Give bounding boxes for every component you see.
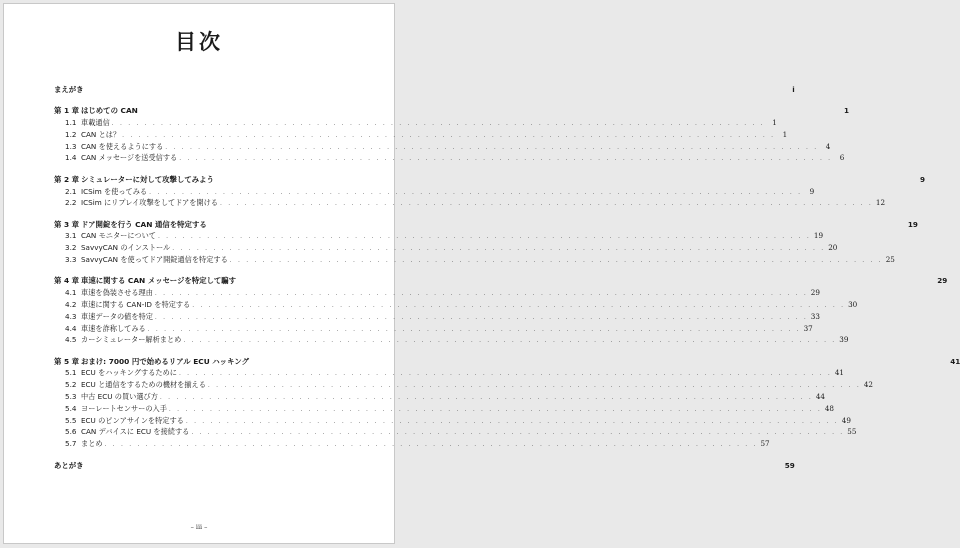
page-number-footer: – iii – bbox=[190, 523, 208, 531]
toc-page-number: 30 bbox=[848, 299, 858, 309]
toc-page-number: 9 bbox=[920, 174, 926, 184]
toc-entry-title: 車速を詐称してみる bbox=[81, 323, 146, 333]
toc-dot-leader: . . . . . . . . . . . . . . . . . . . . . . . . . . . . . . . . . . . . . . . . . . . . . . . . . . . . . . . . . . . . . . . . . . . . . . . . . . . . . . . . bbox=[147, 325, 801, 333]
toc-page-number: 57 bbox=[760, 439, 770, 449]
toc-entry-number: 第 4 章 bbox=[54, 276, 80, 286]
toc-entry-number: 3.2 bbox=[65, 243, 77, 253]
toc-section-entry[interactable] bbox=[54, 426, 857, 438]
toc-dot-leader: . . . . . . . . . . . . . . . . . . . . . . . . . . . . . . . . . . . . . . . . . . . . . . . . . . . . . . . . . . . . . . . . . . . . . . . . . . . . . . . . bbox=[122, 131, 776, 139]
toc-entry-title: 車速に関する CAN メッセージを特定して騙す bbox=[81, 276, 237, 286]
toc-page-number: 6 bbox=[839, 153, 845, 163]
toc-spacer bbox=[54, 450, 366, 460]
toc-section-entry[interactable] bbox=[54, 254, 895, 266]
toc-dot-leader: . . . . . . . . . . . . . . . . . . . . . . . . . . . . . . . . . . . . . . . . . . . . . . . . . . . . . . . . . . . . . . . . . . . . . . . . . . . . . . . . bbox=[229, 257, 883, 265]
toc-entry-number: 4.1 bbox=[65, 288, 77, 298]
toc-spacer bbox=[54, 266, 366, 276]
toc-entry-number: 第 5 章 bbox=[54, 356, 80, 366]
toc-page-number: 44 bbox=[815, 392, 825, 402]
toc-entry-title: ICSim を使ってみる bbox=[81, 186, 148, 196]
toc-page-number: 29 bbox=[810, 288, 820, 298]
toc-entry-title: ICSim にリプレイ攻撃をしてドアを開ける bbox=[81, 198, 218, 208]
toc-entry-number: 第 2 章 bbox=[54, 174, 80, 184]
toc-entry-title: まとめ bbox=[81, 439, 103, 449]
toc-entry-title: ECU をハッキングするために bbox=[81, 368, 177, 378]
toc-page-number: 49 bbox=[841, 415, 851, 425]
toc-section-entry[interactable] bbox=[54, 415, 851, 427]
toc-entry-number: 5.1 bbox=[65, 368, 77, 378]
toc-dot-leader: . . . . . . . . . . . . . . . . . . . . . . . . . . . . . . . . . . . . . . . . . . . . . . . . . . . . . . . . . . . . . . . . . . . . . . . . . . . . . . . . bbox=[191, 429, 845, 437]
toc-entry-number: 4.4 bbox=[65, 323, 77, 333]
toc-section-entry[interactable] bbox=[54, 197, 886, 209]
toc-entry-number: 5.5 bbox=[65, 415, 77, 425]
toc-section-entry[interactable] bbox=[54, 391, 825, 403]
toc-entry-title: SavvyCAN を使ってドア開錠通信を特定する bbox=[81, 255, 228, 265]
toc-dot-leader: . . . . . . . . . . . . . . . . . . . . . . . . . . . . . . . . . . . . . . . . . . . . . . . . . . . . . . . . . . . . . . . . . . . . . . . . . . . . . . . . bbox=[185, 417, 839, 425]
toc-section-entry[interactable] bbox=[54, 141, 831, 153]
toc-page-number: 33 bbox=[810, 311, 820, 321]
toc-entry-title: 車速に関する CAN-ID を特定する bbox=[81, 299, 191, 309]
toc-dot-leader: . . . . . . . . . . . . . . . . . . . . . . . . . . . . . . . . . . . . . . . . . . . . . . . . . . . . . . . . . . . . . . . . . . . . . . . . . . . . . . . . bbox=[168, 405, 822, 413]
toc-dot-leader: . . . . . . . . . . . . . . . . . . . . . . . . . . . . . . . . . . . . . . . . . . . . . . . . . . . . . . . . . . . . . . . . . . . . . . . . . . . . . . . . bbox=[207, 382, 861, 390]
toc-section-entry[interactable] bbox=[54, 311, 820, 323]
toc-page-number: 41 bbox=[950, 356, 960, 366]
toc-page-number: 9 bbox=[809, 186, 815, 196]
toc-dot-leader: . . . . . . . . . . . . . . . . . . . . . . . . . . . . . . . . . . . . . . . . . . . . . . . . . . . . . . . . . . . . . . . . . . . . . . . . . . . . . . . . bbox=[179, 155, 833, 163]
toc-entry-number: 1.3 bbox=[65, 141, 77, 151]
toc-entry-number: 1.4 bbox=[65, 153, 77, 163]
toc-page-number: 20 bbox=[828, 243, 838, 253]
toc-page-number: 39 bbox=[839, 335, 849, 345]
toc-entry-title: シミュレーターに対して攻撃してみよう bbox=[81, 174, 214, 184]
toc-chapter-entry[interactable] bbox=[54, 275, 948, 287]
toc-page-number: i bbox=[792, 85, 795, 94]
toc-dot-leader: . . . . . . . . . . . . . . . . . . . . . . . . . . . . . . . . . . . . . . . . . . . . . . . . . . . . . . . . . . . . . . . . . . . . . . . . . . . . . . . . bbox=[149, 188, 803, 196]
toc-entry-number: 1.1 bbox=[65, 118, 77, 128]
toc-entry-number: 2.1 bbox=[65, 186, 77, 196]
toc-section-entry[interactable] bbox=[54, 152, 845, 164]
toc-chapter-entry[interactable] bbox=[54, 219, 918, 231]
toc-chapter-entry[interactable] bbox=[54, 356, 960, 368]
toc-page-number: 1 bbox=[844, 106, 850, 116]
toc-entry-number: 4.2 bbox=[65, 299, 77, 309]
toc-entry-title: ヨーレートセンサーの入手 bbox=[81, 403, 167, 413]
toc-page-number: 55 bbox=[847, 427, 857, 437]
toc-entry-title: CAN メッセージを送受信する bbox=[81, 153, 178, 163]
toc-entry-number: 第 3 章 bbox=[54, 219, 80, 229]
toc-entry-number: 2.2 bbox=[65, 198, 77, 208]
toc-entry-number: 5.4 bbox=[65, 403, 77, 413]
toc-dot-leader: . . . . . . . . . . . . . . . . . . . . . . . . . . . . . . . . . . . . . . . . . . . . . . . . . . . . . . . . . . . . . . . . . . . . . . . . . . . . . . . . bbox=[183, 337, 837, 345]
toc-entry-number: 4.3 bbox=[65, 311, 77, 321]
toc-entry-number: 1.2 bbox=[65, 129, 77, 139]
toc-entry-title: ドア開錠を行う CAN 通信を特定する bbox=[81, 219, 207, 229]
toc-chapter-entry[interactable] bbox=[54, 84, 795, 96]
toc-section-entry[interactable] bbox=[54, 379, 873, 391]
toc-dot-leader: . . . . . . . . . . . . . . . . . . . . . . . . . . . . . . . . . . . . . . . . . . . . . . . . . . . . . . . . . . . . . . . . . . . . . . . . . . . . . . . . bbox=[159, 394, 813, 402]
toc-entry-number: 3.1 bbox=[65, 231, 77, 241]
toc-spacer bbox=[54, 96, 366, 106]
toc-dot-leader: . . . . . . . . . . . . . . . . . . . . . . . . . . . . . . . . . . . . . . . . . . . . . . . . . . . . . . . . . . . . . . . . . . . . . . . . . . . . . . . . bbox=[157, 233, 812, 241]
toc-spacer bbox=[54, 164, 366, 174]
toc-dot-leader: . . . . . . . . . . . . . . . . . . . . . . . . . . . . . . . . . . . . . . . . . . . . . . . . . . . . . . . . . . . . . . . . . . . . . . . . . . . . . . . . bbox=[192, 301, 846, 309]
toc-entry-title: 車載通信 bbox=[81, 118, 110, 128]
toc-page-number: 29 bbox=[937, 276, 948, 286]
toc-spacer bbox=[54, 209, 366, 219]
toc-entry-number: 第 1 章 bbox=[54, 106, 80, 116]
toc-entry-title: ECU のピンアサインを特定する bbox=[81, 415, 184, 425]
toc-entry-number: 5.3 bbox=[65, 392, 77, 402]
toc-entry-title: 車速データの値を特定 bbox=[81, 311, 153, 321]
toc-section-entry[interactable] bbox=[54, 403, 834, 415]
toc-chapter-entry[interactable] bbox=[54, 460, 795, 472]
document-page bbox=[3, 3, 960, 544]
toc-dot-leader: . . . . . . . . . . . . . . . . . . . . . . . . . . . . . . . . . . . . . . . . . . . . . . . . . . . . . . . . . . . . . . . . . . . . . . . . . . . . . . . . bbox=[165, 143, 819, 151]
toc-section-entry[interactable] bbox=[54, 323, 813, 335]
toc-page-number: 19 bbox=[907, 219, 918, 229]
toc-entry-number: 3.3 bbox=[65, 255, 77, 265]
toc-entry-title: SavvyCAN のインストール bbox=[81, 243, 171, 253]
toc-chapter-entry[interactable] bbox=[54, 174, 926, 186]
toc-entry-number: 5.7 bbox=[65, 439, 77, 449]
toc-page-number: 41 bbox=[834, 368, 845, 378]
toc-entry-title: CAN デバイスに ECU を接続する bbox=[81, 427, 190, 437]
page-title: 目次 bbox=[175, 30, 223, 54]
toc-section-entry[interactable] bbox=[54, 242, 838, 254]
toc-entry-title: カーシミュレーター解析まとめ bbox=[81, 335, 182, 345]
toc-entry-number: 4.5 bbox=[65, 335, 77, 345]
toc-dot-leader: . . . . . . . . . . . . . . . . . . . . . . . . . . . . . . . . . . . . . . . . . . . . . . . . . . . . . . . . . . . . . . . . . . . . . . . . . . . . . . . . bbox=[104, 441, 758, 449]
toc-page-number: 25 bbox=[885, 255, 895, 265]
toc-spacer bbox=[54, 346, 366, 356]
toc-dot-leader: . . . . . . . . . . . . . . . . . . . . . . . . . . . . . . . . . . . . . . . . . . . . . . . . . . . . . . . . . . . . . . . . . . . . . . . . . . . . . . . . bbox=[154, 313, 808, 321]
toc-section-entry[interactable] bbox=[54, 367, 845, 379]
toc-entry-title: CAN モニターについて bbox=[81, 231, 156, 241]
toc-entry-title: はじめての CAN bbox=[81, 106, 138, 116]
toc-page-number: 12 bbox=[875, 198, 886, 208]
toc-entry-title: CAN を使えるようにする bbox=[81, 141, 164, 151]
toc-section-entry[interactable] bbox=[54, 186, 815, 198]
toc-entry-number: あとがき bbox=[54, 460, 84, 470]
toc-entry-title: CAN とは？ bbox=[81, 129, 121, 139]
toc-page-number: 48 bbox=[824, 403, 834, 413]
toc-page-number: 4 bbox=[825, 141, 831, 151]
toc-entry-number: 5.6 bbox=[65, 427, 77, 437]
toc-entry-title: 中古 ECU の買い選び方 bbox=[81, 392, 158, 402]
toc-section-entry[interactable] bbox=[54, 334, 849, 346]
table-of-contents bbox=[54, 84, 960, 471]
toc-entry-number: まえがき bbox=[54, 85, 84, 94]
toc-section-entry[interactable] bbox=[54, 287, 820, 299]
toc-dot-leader: . . . . . . . . . . . . . . . . . . . . . . . . . . . . . . . . . . . . . . . . . . . . . . . . . . . . . . . . . . . . . . . . . . . . . . . . . . . . . . . . bbox=[178, 370, 833, 378]
toc-section-entry[interactable] bbox=[54, 230, 824, 242]
toc-dot-leader: . . . . . . . . . . . . . . . . . . . . . . . . . . . . . . . . . . . . . . . . . . . . . . . . . . . . . . . . . . . . . . . . . . . . . . . . . . . . . . . . bbox=[172, 245, 826, 253]
toc-section-entry[interactable] bbox=[54, 299, 858, 311]
toc-entry-title: おまけ: 7000 円で始めるリアル ECU ハッキング bbox=[81, 356, 250, 366]
toc-page-number: 42 bbox=[863, 380, 873, 390]
toc-entry-title: 車速を偽装させる理由 bbox=[81, 288, 153, 298]
toc-section-entry[interactable] bbox=[54, 438, 770, 450]
toc-dot-leader: . . . . . . . . . . . . . . . . . . . . . . . . . . . . . . . . . . . . . . . . . . . . . . . . . . . . . . . . . . . . . . . . . . . . . . . . . . . . . . . . bbox=[219, 200, 874, 208]
toc-page-number: 19 bbox=[813, 231, 824, 241]
toc-page-number: 37 bbox=[803, 323, 813, 333]
toc-dot-leader: . . . . . . . . . . . . . . . . . . . . . . . . . . . . . . . . . . . . . . . . . . . . . . . . . . . . . . . . . . . . . . . . . . . . . . . . . . . . . . . . bbox=[111, 120, 765, 128]
toc-section-entry[interactable] bbox=[54, 117, 777, 129]
toc-page-number: 1 bbox=[772, 118, 777, 128]
toc-section-entry[interactable] bbox=[54, 129, 788, 141]
toc-dot-leader: . . . . . . . . . . . . . . . . . . . . . . . . . . . . . . . . . . . . . . . . . . . . . . . . . . . . . . . . . . . . . . . . . . . . . . . . . . . . . . . . bbox=[154, 290, 808, 298]
toc-page-number: 1 bbox=[782, 129, 788, 139]
toc-page-number: 59 bbox=[784, 460, 795, 470]
toc-entry-number: 5.2 bbox=[65, 380, 77, 390]
toc-entry-title: ECU と通信をするための機材を揃える bbox=[81, 380, 206, 390]
toc-chapter-entry[interactable] bbox=[54, 105, 850, 117]
